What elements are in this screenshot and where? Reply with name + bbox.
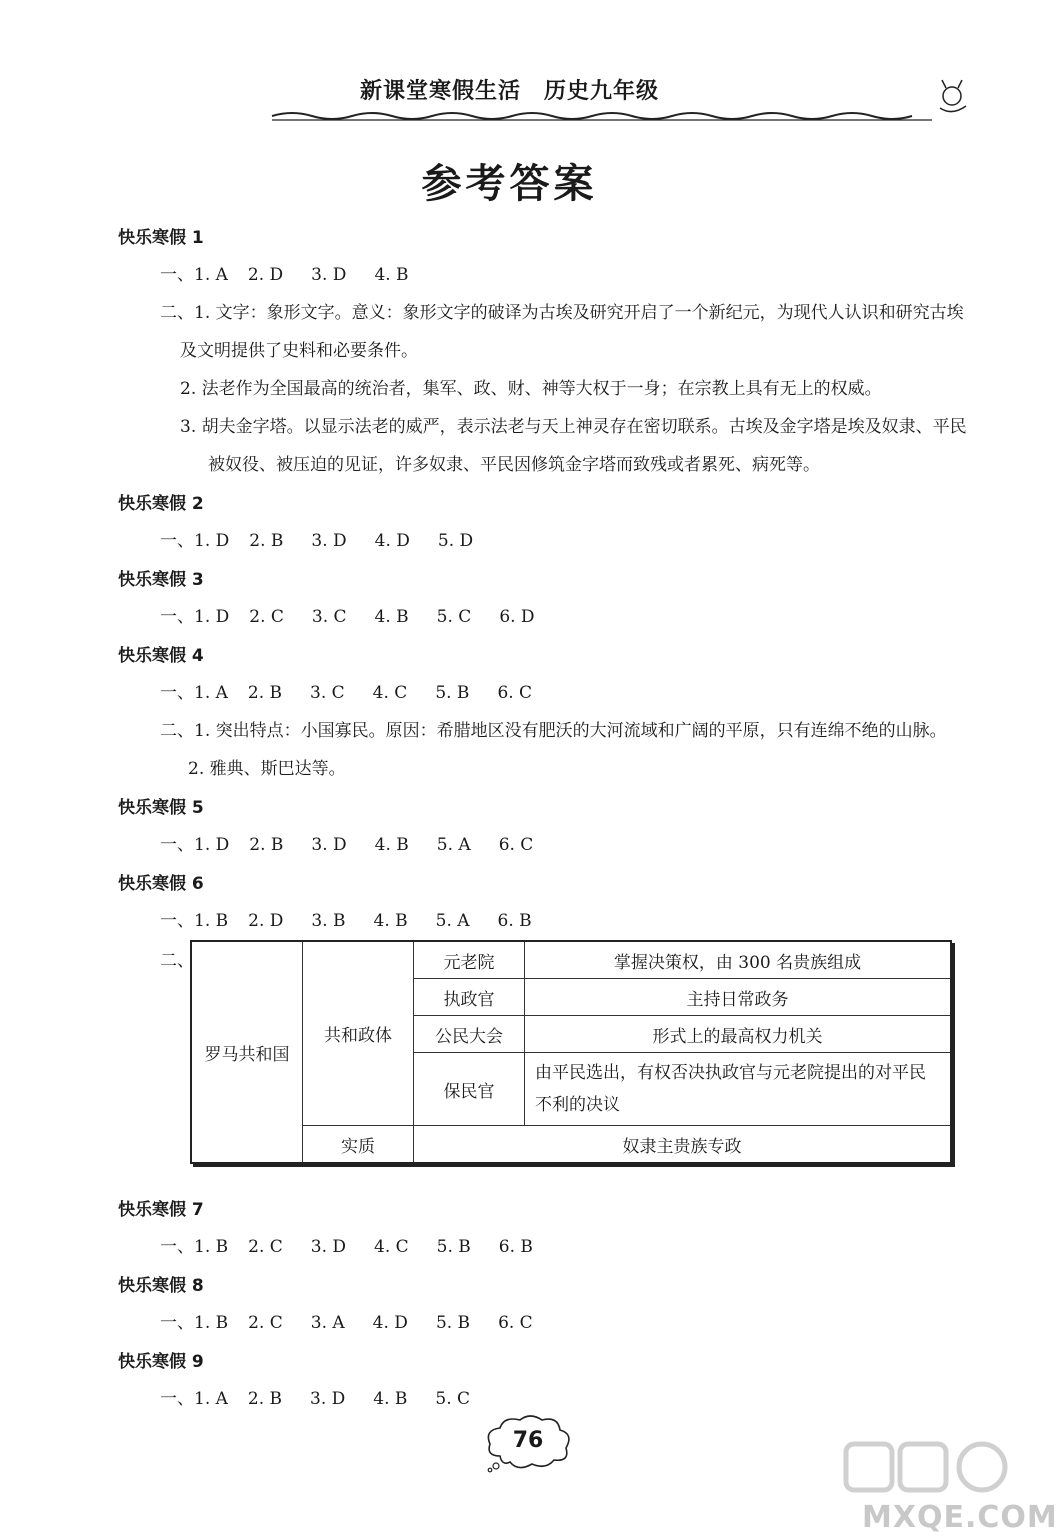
choice-answer: 4. B <box>374 265 409 285</box>
choice-answer: 5. B <box>435 1313 471 1333</box>
choice-answers <box>118 826 968 864</box>
choice-answer: 4. B <box>374 607 409 627</box>
short-answer: 2. 雅典、斯巴达等。 <box>188 759 346 779</box>
choice-answers <box>118 598 968 636</box>
short-answer: 3. 胡夫金字塔。以显示法老的威严，表示法老与天上神灵存在密切联系。古埃及金字塔是埃及奴隶、平民被奴役、被压迫的见证，许多奴隶、平民因修筑金字塔而致残或者累死、病死等。 <box>180 417 967 475</box>
table-cell-system: 共和政体 <box>303 941 414 1126</box>
choice-answer: 2. D <box>247 265 284 285</box>
table-cell-institution: 公民大会 <box>414 1016 525 1053</box>
table-cell-essence-label: 实质 <box>303 1126 414 1164</box>
choice-answers <box>118 1228 968 1266</box>
choice-answers <box>118 1304 968 1342</box>
choice-prefix: 一、1. A <box>160 683 228 703</box>
choice-answer: 3. D <box>311 265 347 285</box>
choice-answer: 2. B <box>249 835 284 855</box>
short-answer: 二、1. 文字：象形文字。意义：象形文字的破译为古埃及研究开启了一个新纪元，为现代人认识和研究古埃及文明提供了史料和必要条件。 <box>160 303 964 361</box>
short-answer: 二、1. 突出特点：小国寡民。原因：希腊地区没有肥沃的大河流域和广阔的平原，只有连绵不绝的山脉。 <box>160 721 947 741</box>
choice-prefix: 一、1. D <box>160 835 230 855</box>
section-heading: 快乐寒假 3 <box>118 570 204 590</box>
choice-answer: 2. D <box>248 911 284 931</box>
answer-content <box>118 218 968 1418</box>
choice-prefix: 一、1. D <box>160 607 230 627</box>
choice-answer: 3. C <box>311 607 347 627</box>
choice-answer: 3. D <box>310 1237 347 1257</box>
choice-answer: 3. D <box>311 835 347 855</box>
section-heading: 快乐寒假 1 <box>118 228 204 248</box>
choice-answer: 4. B <box>373 911 408 931</box>
header-rule <box>272 108 934 124</box>
choice-prefix: 一、1. A <box>160 265 228 285</box>
table-cell-description: 主持日常政务 <box>525 979 952 1016</box>
choice-answer: 6. B <box>497 911 532 931</box>
section-heading: 快乐寒假 9 <box>118 1352 204 1372</box>
choice-answer: 3. D <box>310 1389 346 1409</box>
choice-answer: 2. B <box>247 683 283 703</box>
choice-answer: 3. D <box>311 531 347 551</box>
section-heading: 快乐寒假 4 <box>118 646 204 666</box>
section-heading: 快乐寒假 5 <box>118 798 204 818</box>
choice-answer: 4. B <box>374 835 409 855</box>
choice-prefix: 一、1. B <box>160 1313 229 1333</box>
roman-republic-table <box>190 940 952 1164</box>
choice-answer: 6. D <box>499 607 535 627</box>
choice-answer: 6. C <box>498 835 534 855</box>
choice-answers <box>118 256 968 294</box>
choice-answer: 2. C <box>248 1237 283 1257</box>
page-number-badge <box>482 1412 574 1474</box>
cartoon-ornament-icon <box>932 78 972 118</box>
choice-answer: 4. B <box>373 1389 408 1409</box>
choice-answer: 5. C <box>436 607 472 627</box>
table-row <box>191 1126 951 1164</box>
choice-answer: 5. B <box>436 1237 471 1257</box>
choice-answer: 5. A <box>436 835 471 855</box>
choice-answer: 6. C <box>497 683 533 703</box>
choice-answer: 5. C <box>435 1389 471 1409</box>
choice-prefix: 一、1. B <box>160 1237 229 1257</box>
choice-answer: 5. D <box>437 531 474 551</box>
table-cell-country: 罗马共和国 <box>191 941 303 1163</box>
table-cell-description: 掌握决策权，由 300 名贵族组成 <box>525 941 952 979</box>
choice-answer: 5. B <box>435 683 470 703</box>
choice-answers <box>118 902 968 940</box>
short-answer: 2. 法老作为全国最高的统治者，集军、政、财、神等大权于一身；在宗教上具有无上的权威。 <box>180 379 882 399</box>
choice-answer: 2. B <box>249 531 284 551</box>
choice-answer: 5. A <box>435 911 470 931</box>
watermark-text: MXQE.COM <box>862 1500 1058 1535</box>
page-number: 76 <box>512 1428 544 1453</box>
choice-answer: 6. B <box>498 1237 533 1257</box>
section-heading: 快乐寒假 7 <box>118 1200 204 1220</box>
choice-prefix: 一、1. A <box>160 1389 228 1409</box>
page-title: 参考答案 <box>421 161 598 207</box>
choice-answer: 4. C <box>372 683 408 703</box>
roman-republic-table-block <box>118 940 968 1190</box>
table-cell-institution: 执政官 <box>414 979 525 1016</box>
section-heading: 快乐寒假 8 <box>118 1276 204 1296</box>
running-header: 新课堂寒假生活 历史九年级 <box>359 79 659 104</box>
section-heading: 快乐寒假 2 <box>118 494 204 514</box>
table-cell-institution: 元老院 <box>414 941 525 979</box>
choice-answer: 3. A <box>310 1313 345 1333</box>
choice-answer: 6. C <box>498 1313 533 1333</box>
choice-answers <box>118 522 968 560</box>
table-prefix: 二、 <box>160 951 194 971</box>
choice-answer: 2. B <box>247 1389 283 1409</box>
choice-answers <box>118 674 968 712</box>
table-row <box>191 941 951 979</box>
choice-answer: 2. C <box>248 1313 283 1333</box>
choice-answer: 4. D <box>372 1313 408 1333</box>
choice-answer: 3. C <box>310 683 345 703</box>
choice-answer: 4. D <box>374 531 410 551</box>
table-cell-description: 形式上的最高权力机关 <box>525 1016 952 1053</box>
choice-prefix: 一、1. D <box>160 531 230 551</box>
choice-prefix: 一、1. B <box>160 911 229 931</box>
table-cell-institution: 保民官 <box>414 1053 525 1126</box>
section-heading: 快乐寒假 6 <box>118 874 204 894</box>
choice-answer: 3. B <box>311 911 346 931</box>
table-cell-essence: 奴隶主贵族专政 <box>414 1126 952 1164</box>
choice-answer: 4. C <box>374 1237 409 1257</box>
table-cell-description: 由平民选出，有权否决执政官与元老院提出的对平民不利的决议 <box>525 1053 952 1126</box>
choice-answer: 2. C <box>249 607 284 627</box>
